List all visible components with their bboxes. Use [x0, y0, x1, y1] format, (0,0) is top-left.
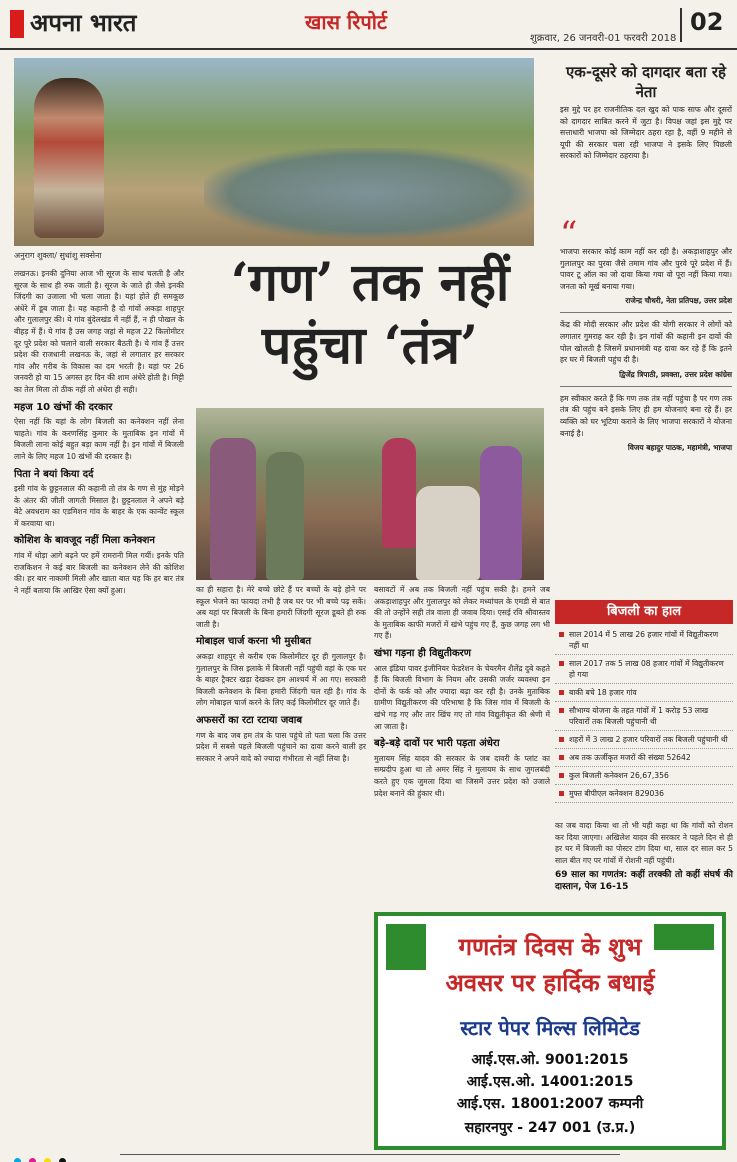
- person-image: [480, 446, 522, 580]
- pond-image: [204, 148, 534, 238]
- brand-name: अपना भारत: [30, 9, 137, 37]
- article-column-4: [555, 820, 733, 894]
- divider: [560, 386, 732, 387]
- headline-line-1: ‘गण’ तक नहीं: [230, 252, 510, 313]
- paragraph: बसावटों में अब तक बिजली नहीं पहुंच सकी है। हमने जब अकड़ाशाहपुर और गुलालपुर को लेकर मध्यांचल के एमडी से बात की तो उन्होंने सही तंत्र वाला ही जवाब दिया। एसई रवि श्रीवास्तव के मुताबिक काफी मजरों में खंभे पहुंच गए हैं, कुछ जगह लग भी गए हैं।: [374, 585, 550, 641]
- paragraph: अकड़ा शाहपुर से करीब एक किलोमीटर दूर ही गुलालपुर है। गुलालपुर के जिस इलाके में बिजली नहीं पहुंची वहां के एक घर के बाहर ट्रैक्टर खड़ा देखकर हम आश्चर्य में आ गए। सरकारी बिजली कनेक्शन के बिना हमारी जिंदगी चल रही है। गांव के लोग मोबाइल चार्ज करने के लिए कई किलोमीटर दूर जाते हैं।: [196, 651, 366, 708]
- child-image: [34, 78, 104, 238]
- subheading: कोशिश के बावजूद नहीं मिला कनेक्शन: [14, 535, 155, 547]
- brand-logo-mark: [10, 10, 24, 38]
- fact-item: अब तक ऊर्जीकृत मजरों की संख्या 52642: [555, 749, 733, 767]
- paragraph: ऐसा नहीं कि यहां के लोग बिजली का कनेक्शन नहीं लेना चाहते। गांव के करणसिंह कुमार के मुताबिक इन गांवों में बिजली लाना कोई बहुत बड़ा काम नहीं है। इन गांवों में बिजली लाने के लिए महज 10 खंभों की दरकार है।: [14, 417, 184, 461]
- cyan-dot-icon: [14, 1158, 21, 1162]
- black-dot-icon: [59, 1158, 66, 1162]
- paragraph: का ही सहारा है। मेरे बच्चे छोटे हैं पर बच्चों के बड़े होने पर स्कूल भेजने का फायदा तभी है जब घर पर भी बच्चे पढ़ सकें। अब यहां पर बिजली के बिना हमारी जिंदगी सूरज डूबते ही रुक जाती है।: [196, 585, 366, 629]
- ad-certification: आई.एस.ओ. 9001:2015: [471, 1052, 629, 1068]
- quote-open-icon: “: [560, 214, 578, 254]
- article-intro: लखनऊ। इनकी दुनिया आज भी सूरज के साथ चलती है और सूरज के साथ ही रुक जाती है। सूरज के जाते ही जैसे इनकी जिंदगी का उजाला भी चला जाता है। यहां होते ही समकूछ अंधेरे में डूब जाता है। यह कहानी है दो गांवों अकड़ा शाहपुर और गुलालपुर की। ये गांव बुंदेलखंड में नहीं हैं, न ही पोखल के बीहड़ में हैं। ये गांव है उस जगह जहां से महज 22 किलोमीटर दूर पूरे प्रदेश को चलाने वाली सरकार बैठती है। ये गांव हैं उत्तर प्रदेश की राजधानी लखनऊ के, जहां से लगातार हर सरकार गांव और गरीब के विकास का दम भरती है। यहां पर 26 जनवरी हो या 15 अगस्त हर दिन की शाम अंधेरे होती है। मिट्टी का तेल मिला तो ठीक नहीं तो अंधेरा ही सही।: [14, 269, 184, 394]
- quotes-panel: [560, 214, 732, 453]
- fact-item: शहरों में 3 लाख 2 हजार परिवारों तक बिजली पहुंचानी थी: [555, 731, 733, 749]
- fact-item: साल 2017 तक 5 लाख 08 हजार गांवों में विद्युतीकरण हो गया: [555, 655, 733, 684]
- quote-text: भाजपा सरकार कोई काम नहीं कर रही है। अकड़ाशाहपुर और गुलालपुर का पुरवा जैसे तमाम गांव और पुरवे पूरे प्रदेश में हैं। पावर टू ऑल का जो दावा किया गया वो पूरा नहीं किया गया। जनता को मूर्ख बनाया गया।: [560, 247, 732, 291]
- ad-company-name: स्टार पेपर मिल्स लिमिटेड: [460, 1016, 640, 1040]
- subheading: खंभा गड़ना ही विद्युतीकरण: [374, 647, 472, 659]
- page-number: 02: [690, 8, 724, 36]
- sidebar-intro: इस मुद्दे पर हर राजनीतिक दल खुद को पाक साफ और दूसरों को दागदार साबित करने में जुटा है। विपक्ष जहां इस मुद्दे पर सत्ताधारी भाजपा को जिम्मेदार ठहरा रहा है, वहीं 9 महीने से यूपी की सरकार चला रही भाजपा ने इसके लिए पिछली सरकारों को जिम्मेदार ठहराया है।: [560, 105, 732, 161]
- photo-credit: अनुराग शुक्ला/ सुधांशु सक्सेना: [14, 251, 102, 260]
- paragraph: गांव में थोड़ा आगे बढ़ने पर हमें रामरानी मिल गयीं। इनके पति राजकिशन ने कई बार बिजली का कनेक्शन लेने की कोशिश की। हर बार नाकामी मिली और खाता बात यह कि हर बार तंत्र ने नहीं बताया कि आखिर ऐसा क्यों हुआ।: [14, 551, 184, 595]
- page-reference: 69 साल का गणतंत्र: कहीं तरक्की तो कहीं संघर्ष की दास्तान, पेज 16-15: [555, 870, 733, 892]
- divider: [560, 312, 732, 313]
- quote-source: द्विजेंद्र त्रिपाठी, प्रवक्ता, उत्तर प्रदेश कांग्रेस: [619, 369, 732, 379]
- subheading: मोबाइल चार्ज करना भी मुसीबत: [196, 636, 312, 648]
- ad-certification: आई.एस.ओ. 14001:2015: [466, 1074, 634, 1090]
- magenta-dot-icon: [29, 1158, 36, 1162]
- fact-item: बाकी बचे 18 हजार गांव: [555, 684, 733, 702]
- subheading: बड़े-बड़े दावों पर भारी पड़ता अंधेरा: [374, 738, 500, 750]
- fact-item: कुल बिजली कनेक्शन 26,67,356: [555, 767, 733, 785]
- advertisement: [374, 912, 726, 1150]
- issue-date: शुक्रवार, 26 जनवरी-01 फरवरी 2018: [530, 33, 677, 44]
- ad-greeting-line-2: अवसर पर हार्दिक बधाई: [445, 969, 655, 997]
- villagers-photo: [196, 408, 544, 580]
- fact-box-list: [555, 626, 733, 803]
- article-column-1: [14, 268, 184, 596]
- paragraph: मुलायम सिंह यादव की सरकार के जब दावरी के प्लांट का सम्प्रदीप हुआ था तो अमर सिंह ने मुलायम के साथ जुगलबंदी करते हुए एक जुमला दिया था जिसमें उत्तर प्रदेश को उजाले प्रदेश बनाने की हुंकार थी।: [374, 753, 550, 798]
- person-image: [416, 486, 480, 580]
- quote-text: हम स्वीकार करते हैं कि गण तक तंत्र नहीं पहुंचा है पर गण तक तंत्र की पहुंच बने इसके लिए ही हम योजनाएं बना रहे हैं। हर व्यक्ति को घर भूटिया कराने के लिए भाजपा सरकारों ने योजना बनाई है।: [560, 393, 732, 438]
- subheading: अफसरों का रटा रटाया जवाब: [196, 714, 303, 726]
- subheading: महज 10 खंभों की दरकार: [14, 401, 113, 413]
- header-divider: [680, 8, 682, 42]
- fact-item: मुफ्त बीपीएल कनेक्शन 829036: [555, 785, 733, 803]
- quote-source: राजेन्द्र चौधरी, नेता प्रतिपक्ष, उत्तर प्रदेश: [625, 296, 732, 306]
- fact-box-title: बिजली का हाल: [555, 600, 733, 624]
- headline-line-2: पहुंचा ‘तंत्र’: [261, 315, 479, 376]
- village-pond-photo: [14, 58, 534, 246]
- paragraph: गण के बाद जब हम तंत्र के पास पहुंचे तो पता चला कि उत्तर प्रदेश में सबसे पहले बिजली पहुंचाने का दावा करने वाली हर सरकार ने अपने वादे को ज्यादा गंभीरता से नहीं लिया है।: [196, 730, 366, 763]
- ad-greeting-line-1: गणतंत्र दिवस के शुभ: [458, 933, 642, 961]
- ad-address: सहारनपुर - 247 001 (उ.प्र.): [464, 1120, 636, 1136]
- article-column-3: [374, 584, 550, 799]
- ad-certification: आई.एस. 18001:2007 कम्पनी: [456, 1096, 644, 1112]
- fact-item: साल 2014 में 5 लाख 26 हजार गांवों में विद्युतीकरण नहीं था: [555, 626, 733, 655]
- person-image: [266, 452, 304, 580]
- color-registration-marks: [14, 1150, 69, 1162]
- section-title: खास रिपोर्ट: [305, 10, 388, 34]
- sidebar-title: एक-दूसरे को दागदार बता रहे नेता: [566, 63, 726, 101]
- article-column-2: [196, 584, 366, 764]
- subheading: पिता ने बयां किया दर्द: [14, 468, 94, 480]
- quote-source: विजय बहादुर पाठक, महामंत्री, भाजपा: [627, 443, 732, 453]
- footer-rule: [120, 1154, 620, 1155]
- paragraph: आल इंडिया पावर इंजीनियर फेडरेशन के चेयरमैन शैलेंद्र दुबे कहते हैं कि बिजली विभाग के नियम और उसकी जर्जर व्यवस्था इन दोनों के फर्क को और ज्यादा बढ़ा कर रही है। उनके मुताबिक ग्रामीण विद्युतीकरण की परिभाषा है कि जिस गांव में बिजली के खंभे गड़ गए और तार खिंच गए तो गांव विद्युतीकृत की श्रेणी में आ जाता है।: [374, 663, 550, 731]
- fact-item: सौभाग्य योजना के तहत गांवों में 1 करोड़ 53 लाख परिवारों तक बिजली पहुंचानी थी: [555, 702, 733, 731]
- yellow-dot-icon: [44, 1158, 51, 1162]
- paragraph: का जब वादा किया था तो भी यही कहा था कि गांवों को रोशन कर दिया जाएगा। अखिलेश यादव की सरकार ने पहले दिन से ही हर घर में बिजली का पोस्टर टांग दिया था, साल दर साल कर 5 साल बीत गए पर गांवों में रोशनी नहीं पहुंची।: [555, 821, 733, 865]
- person-image: [382, 438, 416, 548]
- paragraph: इसी गांव के छुट्टनलाल की कहानी तो तंत्र के गण से मुंह मोड़ने के अंतर की जीती जागती मिसाल है। छुट्टनलाल ने अपने बड़े बेटे अवधराम का एडमिशन गांव के बाहर के एक कान्वेंट स्कूल में करवाया था।: [14, 484, 184, 528]
- quote-text: केंद्र की मोदी सरकार और प्रदेश की योगी सरकार ने लोगों को लगातार गुमराह कर रही है। इन गांवों की कहानी इन दावों की पोल खोलती है जिसमें प्रधानमंत्री यह दावा कर रहे हैं कि इतने हर घर में बिजली पहुंच दी है।: [560, 320, 732, 365]
- person-image: [210, 438, 256, 580]
